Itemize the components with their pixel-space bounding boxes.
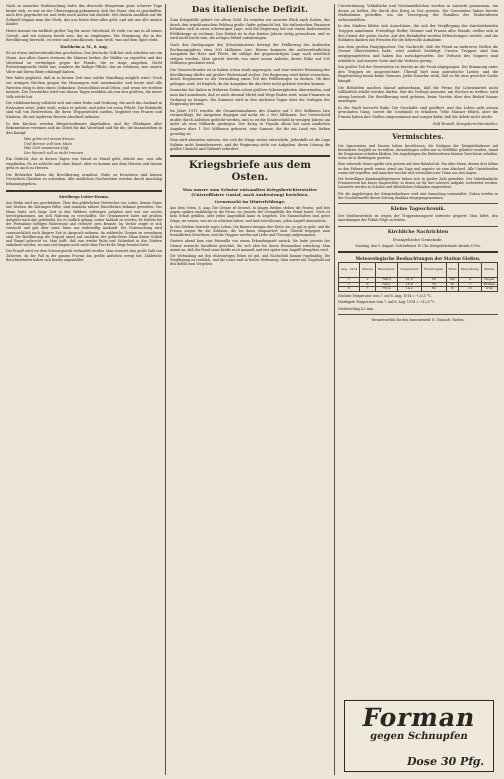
- section-divider: [338, 226, 498, 227]
- weather-cell: 7: [459, 282, 482, 287]
- weather-cell: 750,4: [375, 287, 397, 292]
- weather-cell: 58: [421, 277, 446, 282]
- weather-table-title: Meteorologische Beobachtungen der Station Gießen.: [355, 255, 481, 261]
- poem-line: Der Mensch soll es nicht trennen.: [24, 150, 85, 155]
- paragraph: Der Straßenverkehr ist wegen der Truppentransporte zeitweise gesperrt. Man bittet, den Anordnungen der Polizei Folge zu leisten.: [338, 214, 498, 223]
- weather-cell: 7.: [339, 277, 360, 282]
- weather-cell: W: [446, 282, 458, 287]
- weather-cell: Wolken: [481, 282, 497, 287]
- paragraph: Es ist etwas Außerordentliches geschehen. Das deutsche Volk hat sich erhoben wie ein Mann. Aus allen Gauen strömen die Männer herbei, die Waffen zu ergreifen und das Vaterland zu verteidigen gegen die Feinde, die es rings umgeben. Nicht Eroberungssucht treibt uns, sondern die heilige Pflicht, das zu schützen, was unsere Väter mit ihrem Blute erkämpft haben.: [6, 51, 162, 74]
- paragraph: Aus Berlin wird uns geschrieben: Über den gefährlichen Verbrecher von Lutter, dessen Name seit Wochen die Zeitungen füllte, sind nunmehr nähere Einzelheiten bekannt geworden. Der Mann hatte sich lange Zeit in den Wäldern verborgen gehalten und war nur nachts hervorgekommen, um sich Nahrung zu verschaffen. Die Gendarmerie hatte mit großem Aufgebot nach ihm gefahndet, bis es endlich gelang, seiner habhaft zu werden. Er leistete bei der Festnahme heftigen Widerstand und verletzte zwei Beamte. Im Verhör zeigte er sich verstockt und gab über seine Taten nur widerwillig Auskunft. Die Untersuchung wird voraussichtlich noch längere Zeit in Anspruch nehmen, da zahlreiche Zeugen zu vernehmen sind. Die Bevölkerung der Gegend atmet auf, nachdem der gefürchtete Mann hinter Schloß und Riegel gebracht ist. Man hofft, daß nun wieder Ruhe und Sicherheit in den Dörfern einkehren werden, wo man seit langem nicht mehr ohne Furcht die Wege benutzt hatte.: [6, 201, 162, 248]
- paragraph: Aus dem großen Hauptquartier: Die Nachricht, daß der Feind an mehreren Stellen die Grenze überschritten habe, wird amtlich bestätigt. Unsere Truppen sind ihm entgegengetreten und haben ihn zurückgeworfen. Die Verluste des Gegners sind erheblich. Auf unserer Seite sind die Verluste gering.: [338, 44, 498, 63]
- ad-price: Dose 30 Pfg.: [406, 755, 487, 768]
- weather-header-cell: Feuchtigkeit: [421, 262, 446, 277]
- section-divider: [338, 129, 498, 130]
- byline: Rolf Brandt, Kriegsberichterstatter.: [433, 121, 498, 126]
- paragraph: Man wird abwarten müssen, wie sich die Dinge weiter entwickeln. Jedenfalls ist die Lage Italiens nicht beneidenswert, und die Regierung steht vor Aufgaben, deren Lösung die größte Umsicht und Tatkraft erfordert.: [170, 138, 330, 152]
- paragraph: Ein großer Teil der Reservisten ist bereits an die Front abgegangen. Die Stimmung unter den Truppen ist ausgezeichnet. Überall hört man patriotische Lieder, und die Begeisterung kennt keine Grenzen. Jeder Einzelne weiß, daß er für eine gerechte Sache kämpft.: [338, 65, 498, 83]
- article-headline: Kriegsbriefe aus dem Osten.: [188, 160, 312, 184]
- weather-header-cell: Aug. 1914: [339, 262, 360, 277]
- weather-cell: Regen: [481, 277, 497, 282]
- weather-cell: 4: [459, 277, 482, 282]
- weather-cell: 749,1: [375, 282, 397, 287]
- section-divider: [338, 203, 498, 204]
- weather-cell: 2: [360, 277, 376, 282]
- article-subhead: Was unsere zum Schutze entsandten Kriegsberichterstatter (Unteroffiziere Gustaf, nach Ausbeutung) berichten.: [182, 187, 318, 198]
- ad-tagline: gegen Schnupfen: [369, 731, 469, 742]
- church-notices-subtitle: Evangelische Gemeinde.: [393, 236, 443, 242]
- section-divider: [338, 251, 498, 253]
- section-title: Kleine Tageschronik.: [390, 207, 446, 213]
- weather-cell: W: [446, 287, 458, 292]
- section-divider: [170, 155, 330, 157]
- weather-header-cell: Wetter: [481, 262, 497, 277]
- paragraph: Die Mobilmachung vollzieht sich mit einer Ruhe und Ordnung, die auch das Ausland in Erstaunen setzt. Jeder weiß, wohin er gehört, und jeder tut seine Pflicht. Die Bahnhöfe sind voll von Reservisten, die ihren Truppenteilen zueilen, begleitet von Frauen und Kindern, die mit tapferem Herzen Abschied nehmen.: [6, 101, 162, 120]
- paragraph: Für die Angehörigen der Kriegsteilnehmer wird eine Sammlung veranstaltet. Gaben werden in der Geschäftsstelle dieser Zeitung dankbar entgegengenommen.: [338, 191, 498, 200]
- weather-cell: 8.: [339, 287, 360, 292]
- paragraph: In der Stadt herrscht Ruhe. Die Geschäfte sind geöffnet, und das Leben geht seinen gewohnten Gang, soweit die Umstände es erlauben. Viele Männer fehlen, aber die Frauen haben ihre Stellen eingenommen und sorgen dafür, daß die Arbeit nicht stockt.: [338, 105, 498, 120]
- paragraph: In den Städten bilden sich Ausschüsse, die sich der Verpflegung der durchziehenden Truppen annehmen. Freiwillige Helfer, Männer und Frauen aller Stände, stellen sich in den Dienst der guten Sache. Auf den Bahnhöfen werden Erfrischungen verteilt, und die Soldaten danken mit Freuden für die liebevolle Aufnahme.: [338, 24, 498, 43]
- paragraph: Immerhin hat Italien in früheren Zeiten schon größere Schwierigkeiten überwunden, und man darf annehmen, daß es auch diesmal Mittel und Wege finden wird, seine Finanzen in Ordnung zu bringen. Die Kammer wird in den nächsten Tagen über die Vorlagen der Regierung beraten.: [170, 88, 330, 107]
- paragraph: Der Prozeß wird vor dem Schwurgericht verhandelt werden. Man erwartet eine große Zahl von Zuhörern, da der Fall in der ganzen Provinz das größte Aufsehen erregt hat. Zahlreiche Berichterstatter haben sich bereits angemeldet.: [6, 249, 162, 262]
- column-right: [338, 4, 498, 695]
- weather-note: Niederschlag 4,2 mm.: [338, 306, 374, 311]
- column-middle: [170, 4, 330, 775]
- weather-table: [338, 262, 498, 292]
- weather-header-row: [339, 262, 498, 277]
- paragraph: Heute kommt ein wirklich großer Tag für unser Vaterland. Er steht vor uns in all seiner Gewalt, und wir müssen bereit sein, ihn zu empfangen. Die Stimmung, die in der Bevölkerung herrscht, ist ernst und entschlossen; man weiß, was auf dem Spiel steht.: [6, 28, 162, 43]
- paragraph: In den Dörfern herrscht reges Leben. Die Bauern bringen ihre Ernte ein, so gut es geht, und die Frauen sorgen für die Soldaten, die bei ihnen einquartiert sind. Überall begegnet man freundlichen Gesichtern, und die Truppen werden mit Liebe und Fürsorge aufgenommen.: [170, 224, 330, 238]
- weather-cell: 7: [360, 287, 376, 292]
- weather-cell: 82: [421, 287, 446, 292]
- paragraph: Die Steuerschraube ist in Italien schon stark angezogen, und eine weitere Belastung der Bevölkerung dürfte auf großen Widerstand stoßen. Die Regierung wird daher versuchen, durch Ersparnisse in der Verwaltung einen Teil des Fehlbetrages zu decken. Ob dies gelingen wird, ist fraglich, da die Ausgaben für das Heer nicht gekürzt werden können.: [170, 67, 330, 86]
- paragraph: Die Behörden haben die Bevölkerung ermahnt, Ruhe zu bewahren und keinen Gerüchten Glauben zu schenken. Alle amtlichen Nachrichten werden durch Anschlag bekanntgegeben.: [6, 172, 162, 187]
- weather-cell: SW: [446, 277, 458, 282]
- weather-cell: 748,3: [375, 277, 397, 282]
- poem-line: Und Herzen voll vom Mute: [24, 141, 72, 146]
- article-subhead: Grenzwacht im Winterfeldzuge.: [214, 199, 286, 205]
- paragraph: Die Behörden machen darauf aufmerksam, daß die Preise für Lebensmittel nicht willkürlich erhöht werden dürfen. Wer die Notlage ausnutzt, um Wucher zu treiben, wird streng bestraft. Die Bevölkerung wird gebeten, keine Vorräte über den Bedarf hinaus anzulegen.: [338, 85, 498, 104]
- weather-header-cell: Bewölkung: [459, 262, 482, 277]
- weather-cell: 14,2: [397, 287, 421, 292]
- paragraph: Unterstützung, Volksküche und Notstandsküchen werden in Aussicht genommen, um denen zu helfen, die durch den Krieg in Not geraten. Die Gemeinden haben bereits Maßnahmen getroffen, um die Versorgung der Familien der Einberufenen sicherzustellen.: [338, 4, 498, 22]
- paragraph: Gestern abend kam eine Patrouille von einem Erkundungsritt zurück. Sie hatte jenseits der Grenze russische Kavallerie gesichtet, die sich aber bei ihrem Herannahen zurückzog. Man nimmt an, daß der Feind seine Kräfte noch sammelt und erst später zum Angriff übergehen wird.: [170, 239, 330, 252]
- weather-cell: trüb: [481, 287, 497, 292]
- paragraph: Aus dem Osten, 8. Aug. Die Grenze ist besetzt. In langen Reihen stehen die Posten, und ihre Augen spähen unablässig in die Ferne, wo jenseits der Grenzpfähle der Feind lauert. Noch ist kein Schuß gefallen, aber jeden Augenblick kann es losgehen. Die Mannschaften sind guter Dinge; sie wissen, was sie zu schützen haben, und sind entschlossen, jeden Angriff abzuwehren.: [170, 206, 330, 223]
- column-rule: [165, 4, 166, 775]
- column-rule: [334, 4, 335, 775]
- weather-cell: 7.: [339, 282, 360, 287]
- section-title: Vermischtes.: [392, 131, 444, 141]
- poem-line: Was gehst mit einem Kreuze: [24, 137, 75, 142]
- weather-cell: 16,8: [397, 282, 421, 287]
- weather-cell: 76: [421, 282, 446, 287]
- weather-row: [339, 287, 498, 292]
- weather-cell: 10: [459, 287, 482, 292]
- paragraph: Nach den Darlegungen des Schatzministers beträgt der Fehlbetrag des laufenden Rechnungsjahres etwa 300 Millionen Lire. Hierzu kommen die außerordentlichen Ausgaben für Heer und Flotte, die infolge der gegenwärtigen Lage noch erheblich steigen werden. Man spricht bereits von einer neuen Anleihe, deren Höhe auf 500 Millionen geschätzt wird.: [170, 42, 330, 66]
- weather-cell: 9: [360, 282, 376, 287]
- weather-header-cell: Barometer: [375, 262, 397, 277]
- paragraph: Sonntag, den 9. August: Gottesdienst 10 Uhr. Kriegsbetstunde abends 8 Uhr.: [355, 243, 481, 248]
- weather-header-cell: Wind: [446, 262, 458, 277]
- article-headline: Das italienische Defizit.: [191, 5, 309, 15]
- weather-header-cell: Temperatur: [397, 262, 421, 277]
- section-divider: [338, 314, 498, 315]
- paragraph: In den Kirchen werden Bittgottesdienste abgehalten, und die Gläubigen aller Bekenntnisse vereinen sich im Gebet für das Vaterland und für die, die hinausziehen in den Kampf.: [6, 121, 162, 135]
- weather-cell: 21,6: [397, 277, 421, 282]
- paragraph: Die freiwilligen Krankenpflegerinnen haben sich in großer Zahl gemeldet. Der Vaterländische Frauenverein hat Kurse eingerichtet, in denen sie für ihre schwere Aufgabe vorbereitet werden. Lazarette werden in Schulen und öffentlichen Gebäuden eingerichtet.: [338, 177, 498, 190]
- paragraph: Eine rührende Szene spielte sich gestern auf dem Bahnhof ab. Ein alter Mann, dessen drei Söhne zu den Fahnen geeilt waren, stand am Zuge und segnete sie zum Abschied. Alle Umstehenden waren tief ergriffen, und mancher wischte sich verstohlen eine Träne aus den Augen.: [338, 162, 498, 175]
- paragraph: Wer hätte geglaubt, daß in so kurzer Zeit eine solche Wandlung möglich wäre! Noch vor wenigen Wochen gingen die Meinungen weit auseinander, und heute sind alle Parteien einig in dem einen Gedanken: Deutschland muß leben, und wenn wir sterben müssen. Die Geschichte wird von diesen Tagen erzählen als von den größten, die unser Volk erlebt hat.: [6, 76, 162, 99]
- paragraph: Zum Kriegsfalle gehört vor allem Geld. Da wenden wir unseren Blick nach Italien, das durch den tripolitanischen Feldzug große Opfer gebracht hat. Die italienischen Finanzen befinden sich in einer schwierigen Lage, und die Regierung hat mit einem bedeutenden Fehlbetrage zu rechnen. Das Defizit ist in den letzten Jahren stetig gewachsen, und es wird nicht leicht sein, die nötigen Mittel aufzubringen.: [170, 18, 330, 41]
- paragraph: Ein Gedicht, das in diesen Tagen von Mund zu Mund geht, drückt aus, was alle empfinden. Es ist schlicht und ohne Kunst, aber es kommt aus dem Herzen und darum geht es auch zu Herzen.: [6, 157, 162, 171]
- paragraph: Nach so mancher Enttäuschung hatte das deutsche Bürgertum ganz schwere Tage hinter sich; es war zu der Überzeugung gekommen, daß der Staat, den es geschaffen, auch fest gegründet sei und stolz nach außen hin dasteht. Mit diesem Ausblick auf die Zukunft begann man das Werk, das uns heute über alles geht, und mit uns alle unsere Kinder.: [6, 4, 162, 27]
- column-left: [6, 4, 162, 775]
- weather-note: Höchste Temperatur vom 7. auf 8. Aug. 1914 = +23,1 °C.: [338, 294, 432, 299]
- paragraph: Die Verbindung mit den rückwärtigen Teilen ist gut, und Nachschub kommt regelmäßig. Die Verpflegung ist reichlich, und die Leute sind in bester Verfassung. Man wartet mit Ungeduld auf den Befehl zum Vorgehen.: [170, 254, 330, 267]
- poem: [24, 137, 162, 155]
- section-divider: [6, 190, 162, 192]
- paragraph: Die Sparvereine und Kassen haben beschlossen, die Einlagen der Kriegsteilnehmer mit besonderer Sorgfalt zu verwalten. Auszahlungen sollen nur in Notfällen geleistet werden, damit die Ersparnisse erhalten bleiben. Die Angehörigen der Einberufenen können Vorschüsse erhalten, wenn sie in Bedrängnis geraten.: [338, 143, 498, 161]
- dateline: Hochheim a. M., 8. Aug.: [60, 44, 108, 49]
- weather-header-cell: Stunde: [360, 262, 376, 277]
- paragraph: Im Jahre 1911 wurden die Gesamteinnahmen des Staates auf 2 600 Millionen Lire veranschlagt, die Ausgaben dagegen auf mehr als 2 900 Millionen. Der Unterschied mußte durch Anleihen gedeckt werden, und so ist die Staatsschuld in wenigen Jahren um mehr als eine Milliarde gestiegen. Der Krieg in Tripolis allein hat nach amtlichen Angaben über 1 100 Millionen gekostet, eine Summe, die für ein Land wie Italien gewaltig ist.: [170, 108, 330, 136]
- forman-advertisement: [344, 700, 494, 772]
- section-title: Streibergs Lutter-Drama.: [59, 194, 109, 199]
- imprint: Verantwortlich für den Inseratenteil: E. Trausolt, Gießen.: [371, 317, 465, 322]
- poem-line: Was Gott zusammen fügt: [24, 146, 69, 151]
- weather-note: Niedrigste Temperatur vom 7. auf 8. Aug. 1914 = +12,6 °C.: [338, 300, 436, 305]
- ad-brand-name: Forman: [360, 703, 479, 732]
- church-notices-title: Kirchliche Nachrichten: [387, 229, 449, 235]
